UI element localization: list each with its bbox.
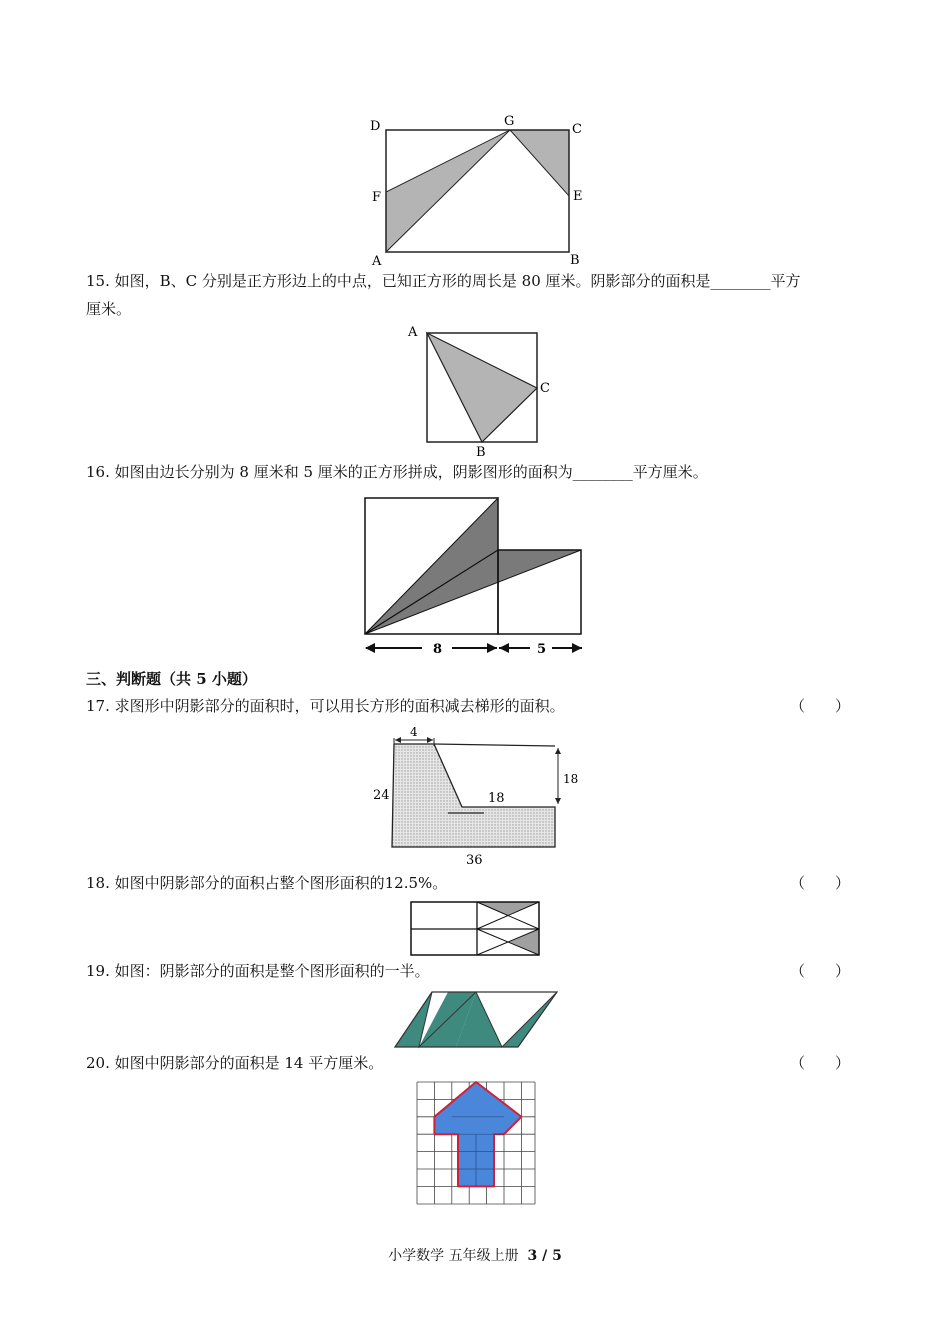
fig14-label-d: D (370, 119, 381, 134)
q20-answer-paren[interactable]: （ ） (790, 1054, 851, 1072)
figure-q19 (392, 986, 562, 1050)
fig14-label-c: C (572, 122, 582, 137)
q19-answer-paren[interactable]: （ ） (790, 962, 851, 980)
q19-text: 19. 如图：阴影部分的面积是整个图形面积的一半。 (86, 962, 430, 980)
fig17-label-18-middle: 18 (488, 791, 505, 806)
figure-q15 (400, 322, 560, 462)
page-footer (0, 1246, 950, 1266)
fig16-dim-8: 8 (433, 642, 443, 657)
figure-q17 (362, 722, 592, 872)
fig14-label-g: G (504, 114, 515, 129)
fig17-label-18-right: 18 (563, 772, 579, 786)
fig15-label-c: C (540, 381, 550, 396)
figure-q20 (414, 1080, 538, 1206)
q17-answer-paren[interactable]: （ ） (790, 697, 851, 715)
fig14-label-a: A (372, 254, 382, 269)
q15-text-line2: 厘米。 (86, 300, 132, 318)
section-heading-judgement: 三、判断题（共 5 小题） (86, 670, 257, 688)
fig15-label-b: B (476, 445, 486, 460)
q15-text-line1: 15. 如图，B、C 分别是正方形边上的中点，已知正方形的周长是 80 厘米。阴影部分的面积是________平方 (86, 272, 801, 290)
fig17-label-36: 36 (466, 853, 483, 868)
fig14-label-b: B (570, 253, 580, 268)
figure-q18 (410, 900, 542, 958)
figure-q16 (358, 492, 598, 662)
q20-text: 20. 如图中阴影部分的面积是 14 平方厘米。 (86, 1054, 384, 1072)
footer-page-number: 3 / 5 (527, 1248, 562, 1264)
fig16-dim-5: 5 (537, 642, 547, 657)
fig14-label-f: F (372, 190, 382, 205)
fig17-label-24: 24 (373, 788, 390, 803)
fig15-label-a: A (408, 325, 418, 340)
footer-subject: 小学数学 五年级上册 (388, 1248, 519, 1264)
q16-text: 16. 如图由边长分别为 8 厘米和 5 厘米的正方形拼成，阴影图形的面积为________平方厘米。 (86, 463, 708, 481)
q18-text: 18. 如图中阴影部分的面积占整个图形面积的12.5%。 (86, 874, 448, 892)
figure-q14 (360, 112, 590, 272)
q17-text: 17. 求图形中阴影部分的面积时，可以用长方形的面积减去梯形的面积。 (86, 697, 565, 715)
fig14-label-e: E (573, 189, 583, 204)
q18-answer-paren[interactable]: （ ） (790, 874, 851, 892)
fig17-label-4: 4 (410, 725, 418, 739)
